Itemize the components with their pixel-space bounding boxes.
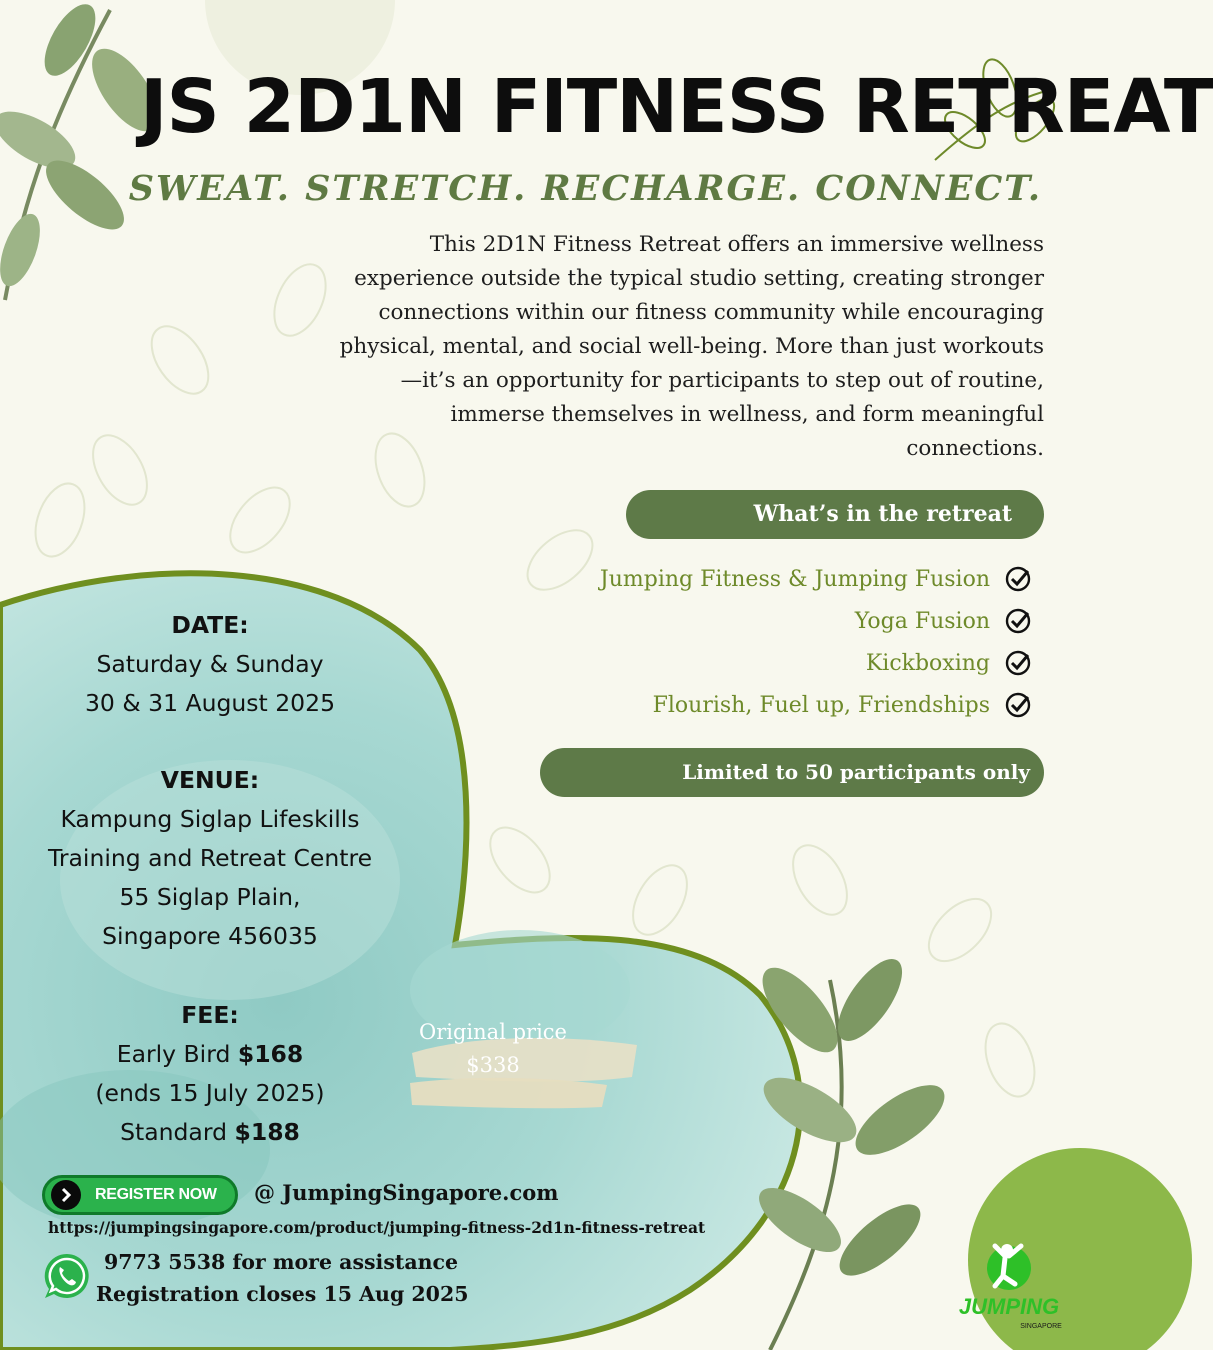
retreat-item-label: Kickboxing xyxy=(865,650,990,676)
original-price-label: Original price xyxy=(419,1020,567,1044)
venue-line: Training and Retreat Centre xyxy=(47,844,373,872)
fee-section xyxy=(0,996,420,1152)
chevron-right-icon xyxy=(51,1180,81,1210)
product-url[interactable]: https://jumpingsingapore.com/product/jumping-fitness-2d1n-fitness-retreat xyxy=(48,1218,706,1237)
date-line: Saturday & Sunday xyxy=(96,650,324,678)
venue-heading: VENUE: xyxy=(160,766,260,794)
list-item xyxy=(512,642,1032,684)
date-section xyxy=(0,606,420,723)
check-circle-icon xyxy=(1004,607,1032,635)
retreat-item-label: Flourish, Fuel up, Friendships xyxy=(652,692,990,718)
list-item xyxy=(512,558,1032,600)
list-item xyxy=(512,600,1032,642)
list-item xyxy=(512,684,1032,726)
register-label: REGISTER NOW xyxy=(95,1186,217,1203)
check-circle-icon xyxy=(1004,649,1032,677)
retreat-item-label: Jumping Fitness & Jumping Fusion xyxy=(599,566,990,592)
logo-wordmark: JUMPING xyxy=(958,1294,1060,1319)
tagline: SWEAT. STRETCH. RECHARGE. CONNECT. xyxy=(128,168,1042,209)
jumping-singapore-logo xyxy=(945,1240,1073,1335)
logo-subtext: SINGAPORE xyxy=(1020,1323,1062,1330)
early-bird-label: Early Bird xyxy=(116,1040,231,1068)
leaves-top-left xyxy=(0,0,171,300)
original-price xyxy=(408,1016,578,1082)
retreat-heading: What’s in the retreat xyxy=(626,490,1044,539)
date-line: 30 & 31 August 2025 xyxy=(84,689,336,717)
date-heading: DATE: xyxy=(171,611,249,639)
venue-line: 55 Siglap Plain, xyxy=(119,883,301,911)
retreat-item-label: Yoga Fusion xyxy=(854,608,990,634)
early-bird-line xyxy=(0,1035,420,1074)
participant-limit: Limited to 50 participants only xyxy=(540,748,1044,797)
register-now-button[interactable] xyxy=(42,1175,238,1215)
phone-contact: 9773 5538 for more assistance xyxy=(104,1250,459,1274)
retreat-items xyxy=(512,558,1032,726)
original-price-value: $338 xyxy=(466,1053,520,1077)
standard-line xyxy=(0,1113,420,1152)
early-bird-note: (ends 15 July 2025) xyxy=(95,1079,325,1107)
check-circle-icon xyxy=(1004,691,1032,719)
whatsapp-icon[interactable] xyxy=(42,1251,92,1301)
registration-deadline: Registration closes 15 Aug 2025 xyxy=(96,1282,469,1306)
standard-price: $188 xyxy=(234,1118,300,1146)
check-circle-icon xyxy=(1004,565,1032,593)
venue-line: Kampung Siglap Lifeskills xyxy=(60,805,360,833)
intro-paragraph: This 2D1N Fitness Retreat offers an immersive wellness experience outside the typical studio setting, creating stronger connections within our fitness community while encouraging physical, mental, and social well-being. More than just workouts—it’s an opportunity for participants to step out of routine, immerse themselves in wellness, and form meaningful connections. xyxy=(339,232,1044,461)
standard-label: Standard xyxy=(120,1118,228,1146)
venue-section xyxy=(0,761,420,956)
fee-heading: FEE: xyxy=(181,1001,239,1029)
event-title: JS 2D1N FITNESS RETREAT xyxy=(140,64,1213,150)
early-bird-price: $168 xyxy=(237,1040,304,1068)
venue-line: Singapore 456035 xyxy=(102,922,318,950)
website-link[interactable]: @ JumpingSingapore.com xyxy=(254,1180,559,1205)
